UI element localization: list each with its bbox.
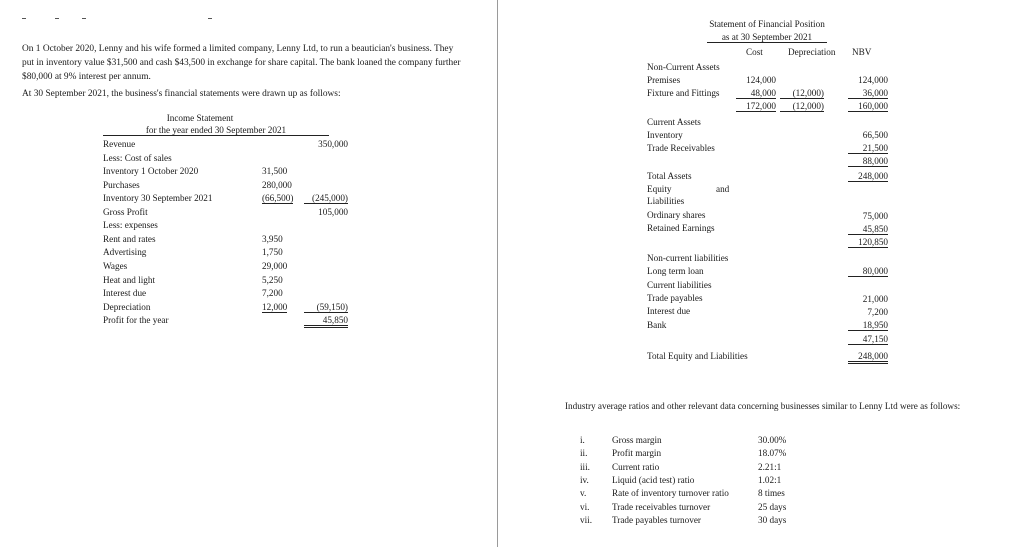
- col-cost-header: Cost: [746, 47, 763, 57]
- header-tick: [82, 18, 86, 19]
- nca-heading: Non-Current Assets: [647, 62, 720, 72]
- payables-nbv: 21,000: [862, 294, 888, 304]
- header-tick: [208, 18, 212, 19]
- income-row-label: Revenue: [103, 139, 136, 149]
- fixtures-dep: (12,000): [780, 88, 824, 99]
- ratio-label: Liquid (acid test) ratio: [612, 474, 695, 485]
- income-row-label: Depreciation: [103, 301, 151, 312]
- income-row-label: Inventory 30 September 2021: [103, 193, 213, 204]
- ratio-value: 8 times: [758, 488, 785, 499]
- ratio-value: 30 days: [758, 514, 787, 525]
- income-row-label: Inventory 1 October 2020: [103, 166, 199, 177]
- total-eq-liab-nbv: 248,000: [848, 351, 888, 364]
- header-tick: [55, 18, 59, 19]
- income-row-label: Wages: [103, 260, 128, 271]
- fixtures-label: Fixture and Fittings: [647, 88, 720, 98]
- liabilities-label: Liabilities: [647, 196, 685, 206]
- lead-text: At 30 September 2021, the business's financial statements were drawn up as follows:: [22, 89, 341, 99]
- ratio-number: ii.: [580, 448, 588, 459]
- page-divider: [497, 0, 498, 547]
- income-row-label: Advertising: [103, 247, 147, 258]
- retained-nbv: 45,850: [848, 224, 888, 235]
- receivables-nbv: 21,500: [848, 143, 888, 154]
- ca-total: 88,000: [848, 156, 888, 167]
- equity-label: Equity: [647, 184, 672, 194]
- income-row-total: (59,150): [304, 302, 348, 313]
- equity-total: 120,850: [848, 237, 888, 248]
- income-row-amount: 29,000: [262, 260, 288, 271]
- premises-cost: 124,000: [746, 75, 776, 85]
- inventory-nbv: 66,500: [862, 130, 888, 140]
- retained-label: Retained Earnings: [647, 223, 715, 233]
- income-row-amount: 1,750: [262, 247, 283, 258]
- ratio-label: Rate of inventory turnover ratio: [612, 488, 729, 499]
- industry-intro: Industry average ratios and other relevant data concerning businesses similar to Lenny Ltd were as follows:: [565, 401, 961, 411]
- ordinary-nbv: 75,000: [862, 211, 888, 221]
- ratio-label: Trade payables turnover: [612, 514, 701, 525]
- ratio-number: v.: [580, 488, 587, 499]
- sfp-title: Statement of Financial Position: [709, 19, 825, 29]
- total-eq-liab-label: Total Equity and Liabilities: [647, 351, 748, 361]
- income-row-amount: 12,000: [262, 301, 288, 312]
- ratio-label: Gross margin: [612, 435, 662, 445]
- income-row-label: Purchases: [103, 179, 140, 190]
- income-row-label: Less: expenses: [103, 220, 158, 231]
- header-tick: [22, 18, 26, 19]
- ratio-value: 18.07%: [758, 448, 787, 459]
- ratio-value: 2.21:1: [758, 461, 782, 472]
- income-statement-subtitle: for the year ended 30 September 2021: [103, 125, 329, 136]
- income-row-amount: 5,250: [262, 274, 283, 285]
- loan-label: Long term loan: [647, 266, 704, 276]
- income-row-label: Rent and rates: [103, 233, 156, 244]
- ratio-label: Trade receivables turnover: [612, 501, 711, 512]
- premises-label: Premises: [647, 75, 681, 85]
- ratio-label: Profit margin: [612, 448, 662, 459]
- ratio-number: i.: [580, 435, 585, 445]
- ratio-value: 25 days: [758, 501, 787, 512]
- income-row-label: Profit for the year: [103, 315, 169, 326]
- fixtures-nbv: 36,000: [848, 88, 888, 99]
- income-row-total: 350,000: [318, 139, 348, 149]
- total-assets-nbv: 248,000: [848, 171, 888, 182]
- intro-paragraph: On 1 October 2020, Lenny and his wife formed a limited company, Lenny Ltd, to run a beautician's business. They put in inventory value $31,500 and cash $43,500 in exchange for share capital. The bank loaned the company further $80,000 at 9% interest per annum.: [22, 44, 461, 82]
- income-row-amount: 280,000: [262, 179, 292, 190]
- income-row-amount: (66,500): [262, 193, 294, 204]
- equity-and-label: and: [716, 184, 730, 194]
- ratio-label: Current ratio: [612, 461, 660, 472]
- bank-nbv: 18,950: [848, 320, 888, 331]
- bank-label: Bank: [647, 320, 667, 330]
- income-row-total: (245,000): [304, 193, 348, 204]
- nca-total-cost: 172,000: [736, 101, 776, 112]
- col-dep-header: Depreciation: [788, 47, 836, 57]
- interest-nbv: 7,200: [867, 307, 888, 317]
- ratio-number: vi.: [580, 501, 590, 512]
- premises-nbv: 124,000: [858, 75, 888, 85]
- ca-heading: Current Assets: [647, 117, 701, 127]
- income-row-amount: 31,500: [262, 166, 288, 177]
- income-row-total: 105,000: [318, 206, 348, 217]
- nca-total-dep: (12,000): [780, 101, 824, 112]
- ratio-number: vii.: [580, 514, 592, 525]
- col-nbv-header: NBV: [852, 47, 872, 57]
- income-row-amount: 7,200: [262, 288, 283, 299]
- ncl-heading: Non-current liabilities: [647, 253, 729, 263]
- nca-total-nbv: 160,000: [848, 101, 888, 112]
- payables-label: Trade payables: [647, 293, 703, 303]
- ordinary-label: Ordinary shares: [647, 210, 706, 220]
- cl-total: 47,150: [848, 334, 888, 345]
- total-assets-label: Total Assets: [647, 171, 692, 181]
- ratio-value: 30.00%: [758, 435, 787, 445]
- ratio-value: 1.02:1: [758, 474, 782, 485]
- income-row-total: 45,850: [304, 315, 348, 328]
- income-statement-title: Income Statement: [166, 113, 234, 123]
- income-row-label: Interest due: [103, 288, 147, 299]
- income-row-amount: 3,950: [262, 233, 283, 244]
- sfp-subtitle: as at 30 September 2021: [707, 32, 827, 43]
- fixtures-cost: 48,000: [736, 88, 776, 99]
- income-row-label: Gross Profit: [103, 206, 148, 217]
- inventory-label: Inventory: [647, 130, 683, 140]
- income-row-label: Heat and light: [103, 274, 156, 285]
- loan-nbv: 80,000: [848, 266, 888, 277]
- ratio-number: iii.: [580, 461, 590, 472]
- interest-label: Interest due: [647, 306, 691, 316]
- cl-heading: Current liabilities: [647, 280, 712, 290]
- income-row-label: Less: Cost of sales: [103, 152, 172, 163]
- ratio-number: iv.: [580, 474, 589, 485]
- receivables-label: Trade Receivables: [647, 143, 715, 153]
